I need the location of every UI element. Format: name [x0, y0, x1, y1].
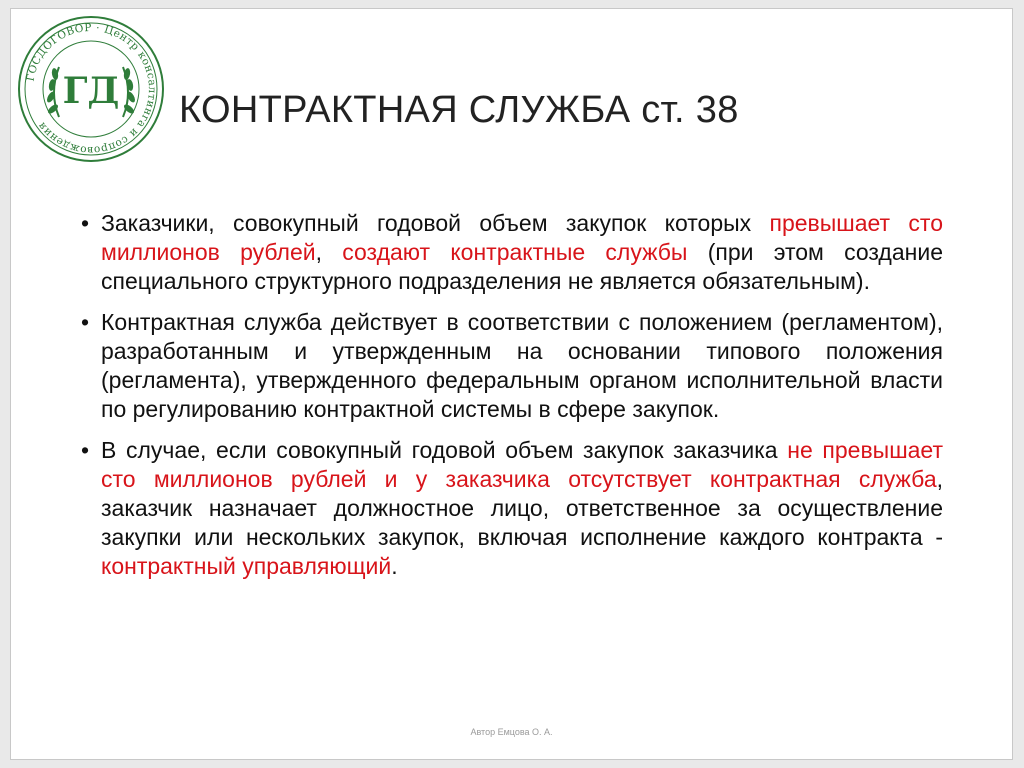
slide-title: КОНТРАКТНАЯ СЛУЖБА ст. 38 — [179, 89, 739, 131]
highlighted-text: превышает сто миллионов рублей — [101, 210, 943, 265]
bullet-text: Контрактная служба действует в соответствии с положением (регламентом), разработанным и утвержденным на основании типового положения (регламента), утвержденного федеральным органом исполнительной власти по регулированию контрактной системы в сфере закупок. — [101, 309, 943, 422]
author-footer: Автор Емцова О. А. — [470, 727, 553, 737]
logo-monogram: ГД — [62, 70, 120, 112]
bullet-item — [81, 209, 943, 296]
highlighted-text: не превышает сто миллионов рублей и у заказчика отсутствует контрактная служба — [101, 437, 943, 492]
bullet-text: Заказчики, совокупный годовой объем закупок которых — [101, 210, 770, 236]
bullet-list — [81, 209, 943, 593]
bullet-text: , — [315, 239, 343, 265]
highlighted-text: создают контрактные службы — [342, 239, 688, 265]
slide — [10, 8, 1013, 760]
bullet-text: (при этом создание специального структурного подразделения не является обязательным). — [101, 239, 943, 294]
logo-arc-text: ГОСДОГОВОР · Центр консалтинга и сопровождения — [24, 21, 159, 157]
bullet-text: В случае, если совокупный годовой объем закупок заказчика — [101, 437, 788, 463]
gosdogovor-logo — [15, 13, 167, 165]
bullet-text: , заказчик назначает должностное лицо, ответственное за осуществление закупки или нескольких закупок, включая исполнение каждого контракта - — [101, 466, 943, 550]
highlighted-text: контрактный управляющий — [101, 553, 392, 579]
bullet-item — [81, 436, 943, 581]
bullet-item — [81, 308, 943, 424]
bullet-text: . — [391, 553, 398, 579]
